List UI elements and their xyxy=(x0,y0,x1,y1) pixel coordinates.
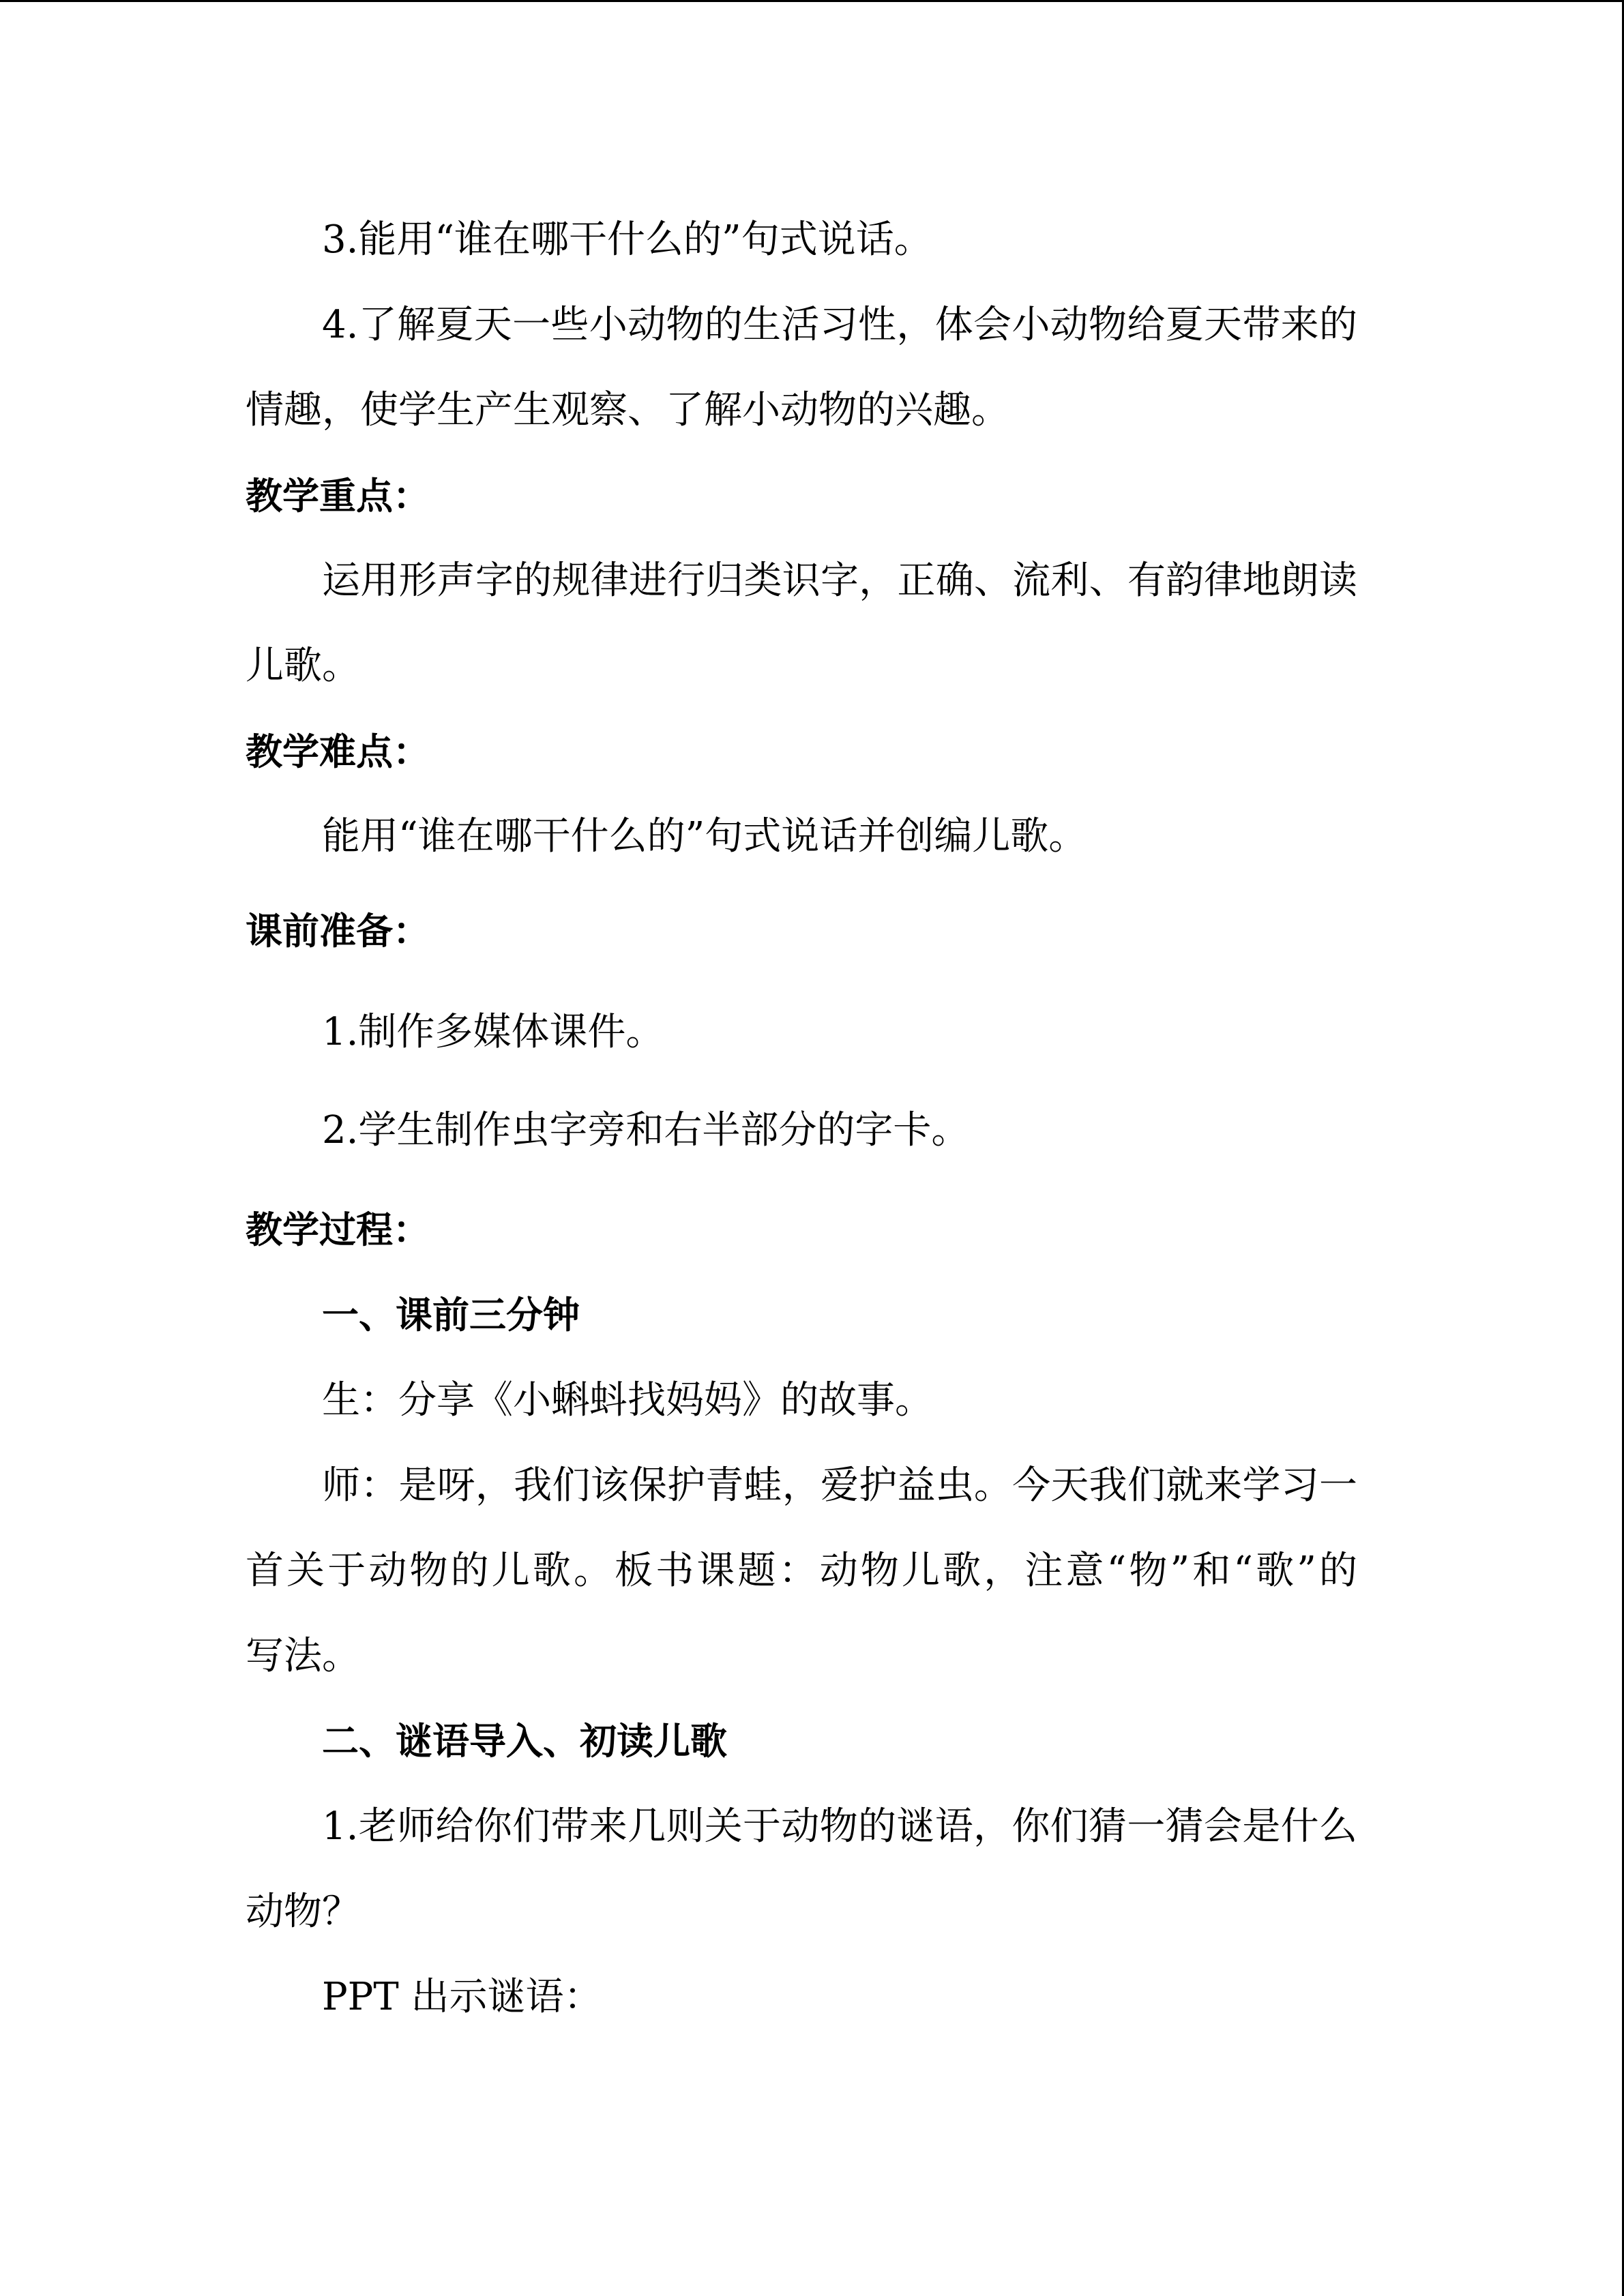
goal-3-text: 3.能用“谁在哪干什么的”句式说话。 xyxy=(322,218,932,262)
student-line: 生：分享《小蝌蚪找妈妈》的故事。 xyxy=(322,1378,933,1422)
riddle-line-1: 1.老师给你们带来几则关于动物的谜语，你们猜一猜会是什么 xyxy=(322,1804,1357,1849)
section-2-title: 二、谜语导入、初读儿歌 xyxy=(322,1720,727,1763)
prep-item-2: 2.学生制作虫字旁和右半部分的字卡。 xyxy=(322,1108,970,1152)
key-points-text-line1: 运用形声字的规律进行归类识字，正确、流利、有韵律地朗读 xyxy=(322,558,1357,603)
heading-difficulties: 教学难点： xyxy=(246,730,430,773)
teacher-line-1: 师：是呀，我们该保护青蛙，爱护益虫。今天我们就来学习一 xyxy=(322,1463,1357,1508)
ppt-line: PPT 出示谜语： xyxy=(322,1975,602,2019)
riddle-line-2: 动物？ xyxy=(246,1890,360,1934)
page-top-border xyxy=(0,0,1624,2)
prep-item-1: 1.制作多媒体课件。 xyxy=(322,1010,664,1054)
goal-4-text-line1: 4.了解夏天一些小动物的生活习性，体会小动物给夏天带来的 xyxy=(322,303,1357,347)
difficulties-text: 能用“谁在哪干什么的”句式说话并创编儿歌。 xyxy=(322,814,1087,859)
heading-key-points: 教学重点： xyxy=(246,475,430,518)
teacher-line-2: 首关于动物的儿歌。板书课题：动物儿歌，注意“物”和“歌”的 xyxy=(246,1549,1358,1593)
section-1-title: 一、课前三分钟 xyxy=(322,1294,580,1337)
goal-4-text-line2: 情趣，使学生产生观察、了解小动物的兴趣。 xyxy=(246,388,1009,432)
teacher-line-3: 写法。 xyxy=(246,1634,360,1678)
heading-preparation: 课前准备： xyxy=(246,910,430,953)
heading-process: 教学过程： xyxy=(246,1208,430,1251)
key-points-text-line2: 儿歌。 xyxy=(246,644,360,688)
